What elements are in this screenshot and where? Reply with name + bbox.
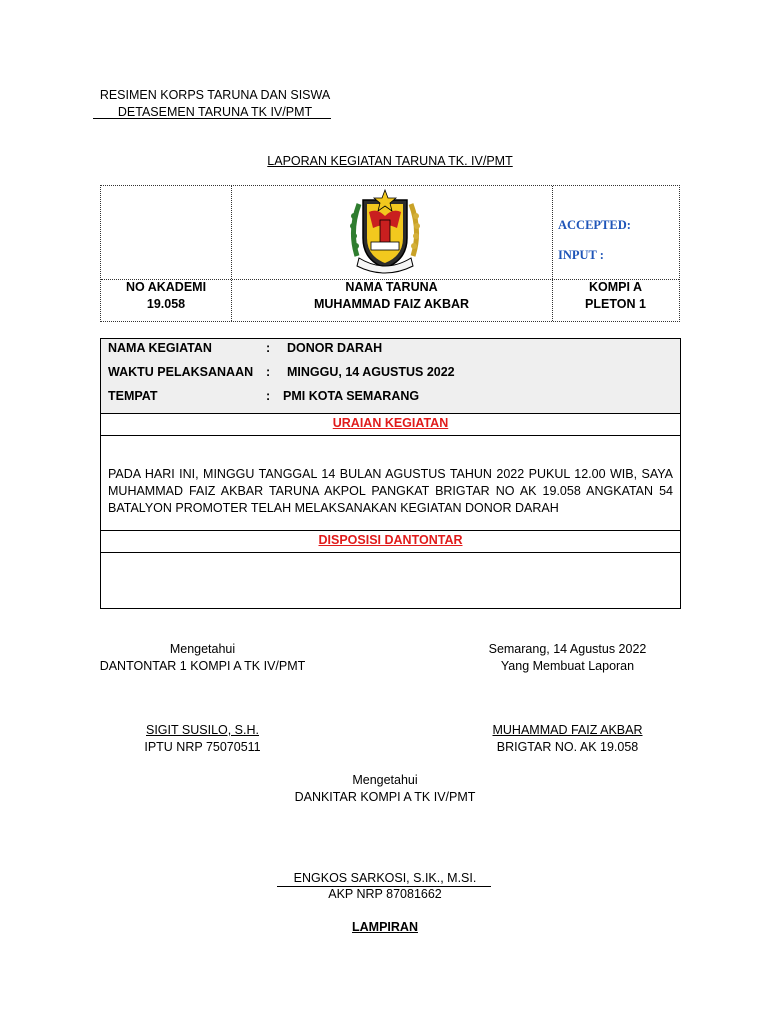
left-signatory-rank: IPTU NRP 75070511 [144,740,261,754]
section-divider [101,530,680,531]
no-akademi-label: NO AKADEMI [125,280,207,294]
bottom-position: DANKITAR KOMPI A TK IV/PMT [294,790,476,804]
left-known-label: Mengetahui [169,642,236,656]
right-signatory-rank: BRIGTAR NO. AK 19.058 [496,740,639,754]
left-signatory-name: SIGIT SUSILO, S.H. [146,723,259,737]
row-label: NAMA KEGIATAN [108,341,212,355]
row-label: WAKTU PELAKSANAAN [108,365,254,379]
row-separator: : [266,341,271,355]
right-signatory-name: MUHAMMAD FAIZ AKBAR [492,723,643,737]
bottom-signatory-name: ENGKOS SARKOSI, S.IK., M.SI. [293,871,477,885]
row-separator: : [266,365,271,379]
accepted-stamp: ACCEPTED: [558,218,631,232]
left-position: DANTONTAR 1 KOMPI A TK IV/PMT [99,659,306,673]
section-divider [101,435,680,436]
nama-taruna-value: MUHAMMAD FAIZ AKBAR [313,297,470,311]
page-title: LAPORAN KEGIATAN TARUNA TK. IV/PMT [267,154,513,168]
pleton-value: PLETON 1 [585,297,646,311]
row-separator: : [266,389,271,403]
bottom-known-label: Mengetahui [352,773,418,787]
place-date: Semarang, 14 Agustus 2022 [488,642,647,656]
input-stamp: INPUT : [558,248,604,262]
row-value: MINGGU, 14 AGUSTUS 2022 [287,365,455,379]
row-value: PMI KOTA SEMARANG [283,389,420,403]
row-label: TEMPAT [108,389,158,403]
kompi-value: KOMPI A [588,280,642,294]
header-rule [93,118,331,119]
uraian-heading: URAIAN KEGIATAN [332,416,449,430]
bottom-signatory-rank: AKP NRP 87081662 [328,887,442,901]
row-value: DONOR DARAH [287,341,383,355]
emblem-icon [347,186,423,276]
right-role: Yang Membuat Laporan [500,659,635,673]
section-divider [101,413,680,414]
no-akademi-value: 19.058 [146,297,186,311]
activity-narrative: PADA HARI INI, MINGGU TANGGAL 14 BULAN AGUSTUS TAHUN 2022 PUKUL 12.00 WIB, SAYA MUHAMMAD FAIZ AKBAR TARUNA AKPOL PANGKAT BRIGTAR NO AK 19.058 ANGKATAN 54 BATALYON PROMOTER TELAH MELAKSANAKAN KEGIATAN DONOR DARAH [108,467,673,515]
nama-taruna-label: NAMA TARUNA [345,280,438,294]
disposisi-heading: DISPOSISI DANTONTAR [318,533,463,547]
lampiran-heading: LAMPIRAN [352,920,418,934]
identity-table [100,185,680,322]
section-divider [101,552,680,553]
activity-details [100,338,681,609]
header-line-2: DETASEMEN TARUNA TK IV/PMT [117,105,313,119]
header-line-1: RESIMEN KORPS TARUNA DAN SISWA [99,88,331,102]
